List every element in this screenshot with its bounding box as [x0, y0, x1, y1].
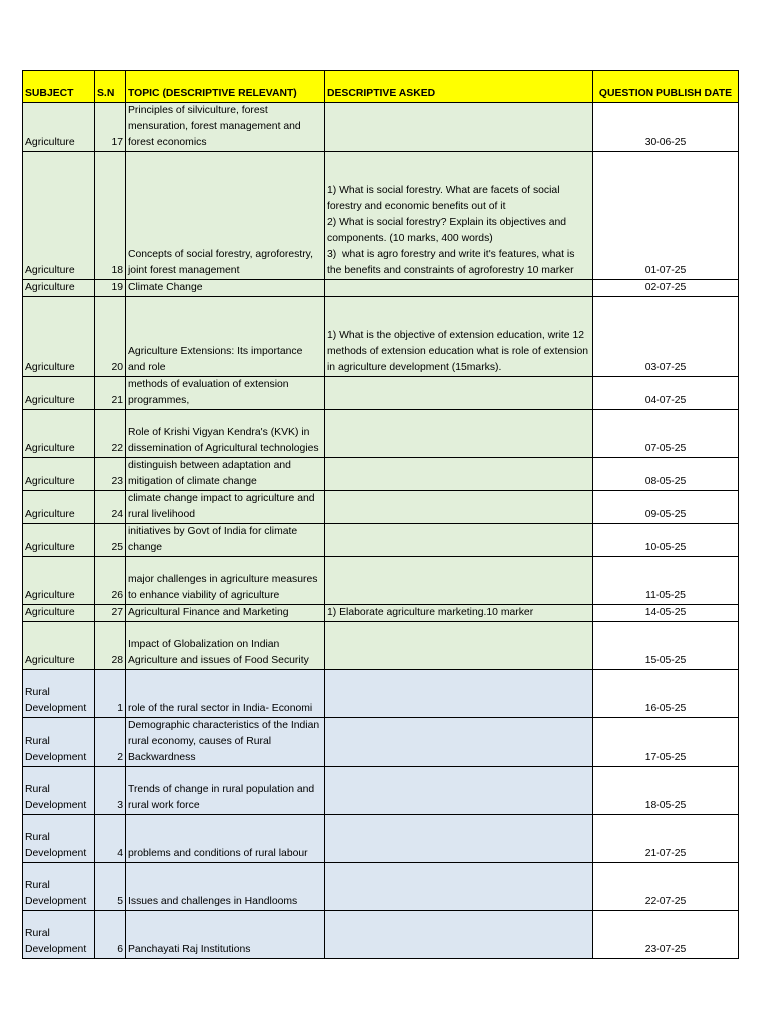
table-row [23, 458, 739, 491]
cell-subject[interactable]: Agriculture [23, 557, 95, 605]
cell-sn[interactable]: 5 [95, 863, 126, 911]
cell-subject[interactable]: Agriculture [23, 524, 95, 557]
cell-publish-date[interactable]: 18-05-25 [593, 767, 739, 815]
cell-sn[interactable]: 24 [95, 491, 126, 524]
cell-topic[interactable]: methods of evaluation of extension programmes, [126, 377, 325, 410]
cell-descriptive-asked[interactable] [325, 524, 593, 557]
schedule-table [22, 70, 739, 959]
cell-publish-date[interactable]: 11-05-25 [593, 557, 739, 605]
cell-topic[interactable]: Role of Krishi Vigyan Kendra's (KVK) in dissemination of Agricultural technologies [126, 410, 325, 458]
table-row [23, 152, 739, 280]
cell-publish-date[interactable]: 08-05-25 [593, 458, 739, 491]
table-row [23, 815, 739, 863]
cell-publish-date[interactable]: 17-05-25 [593, 718, 739, 767]
cell-subject[interactable]: Rural Development [23, 718, 95, 767]
cell-descriptive-asked[interactable] [325, 280, 593, 297]
cell-topic[interactable]: major challenges in agriculture measures to enhance viability of agriculture [126, 557, 325, 605]
cell-publish-date[interactable]: 15-05-25 [593, 622, 739, 670]
cell-topic[interactable]: problems and conditions of rural labour [126, 815, 325, 863]
cell-subject[interactable]: Agriculture [23, 152, 95, 280]
cell-sn[interactable]: 21 [95, 377, 126, 410]
header-descriptive-asked[interactable]: DESCRIPTIVE ASKED [325, 71, 593, 103]
table-row [23, 670, 739, 718]
header-topic[interactable]: TOPIC (DESCRIPTIVE RELEVANT) [126, 71, 325, 103]
cell-topic[interactable]: Agriculture Extensions: Its importance and role [126, 297, 325, 377]
table-row [23, 557, 739, 605]
cell-topic[interactable]: Trends of change in rural population and rural work force [126, 767, 325, 815]
cell-subject[interactable]: Rural Development [23, 911, 95, 959]
table-row [23, 524, 739, 557]
cell-descriptive-asked[interactable] [325, 767, 593, 815]
cell-descriptive-asked[interactable] [325, 911, 593, 959]
table-row [23, 911, 739, 959]
cell-topic[interactable]: initiatives by Govt of India for climate change [126, 524, 325, 557]
cell-publish-date[interactable]: 22-07-25 [593, 863, 739, 911]
cell-descriptive-asked[interactable] [325, 557, 593, 605]
cell-publish-date[interactable]: 10-05-25 [593, 524, 739, 557]
table-row [23, 718, 739, 767]
cell-topic[interactable]: climate change impact to agriculture and rural livelihood [126, 491, 325, 524]
cell-sn[interactable]: 27 [95, 605, 126, 622]
table-body [23, 103, 739, 959]
cell-sn[interactable]: 4 [95, 815, 126, 863]
cell-descriptive-asked[interactable]: 1) What is the objective of extension education, write 12 methods of extension education what is role of extension in agriculture development (15marks). [325, 297, 593, 377]
cell-subject[interactable]: Agriculture [23, 103, 95, 152]
cell-topic[interactable]: Principles of silviculture, forest mensuration, forest management and forest economics [126, 103, 325, 152]
cell-publish-date[interactable]: 23-07-25 [593, 911, 739, 959]
table-row [23, 491, 739, 524]
cell-descriptive-asked[interactable] [325, 622, 593, 670]
cell-subject[interactable]: Rural Development [23, 863, 95, 911]
cell-subject[interactable]: Agriculture [23, 410, 95, 458]
header-row [23, 71, 739, 103]
table-row [23, 863, 739, 911]
cell-descriptive-asked[interactable]: 1) What is social forestry. What are facets of social forestry and economic benefits out of it 2) What is social forestry? Explain its objectives and components. (10 marks, 400 words) 3) what is agro forestry and write it's features, what is the benefits and constraints of agroforestry 10 marker [325, 152, 593, 280]
cell-sn[interactable]: 20 [95, 297, 126, 377]
header-subject[interactable]: SUBJECT [23, 71, 95, 103]
cell-topic[interactable]: Impact of Globalization on Indian Agriculture and issues of Food Security [126, 622, 325, 670]
cell-subject[interactable]: Agriculture [23, 280, 95, 297]
cell-topic[interactable]: distinguish between adaptation and mitigation of climate change [126, 458, 325, 491]
cell-sn[interactable]: 26 [95, 557, 126, 605]
cell-subject[interactable]: Rural Development [23, 815, 95, 863]
cell-publish-date[interactable]: 14-05-25 [593, 605, 739, 622]
cell-descriptive-asked[interactable] [325, 491, 593, 524]
cell-topic[interactable]: Issues and challenges in Handlooms [126, 863, 325, 911]
cell-publish-date[interactable]: 30-06-25 [593, 103, 739, 152]
cell-descriptive-asked[interactable] [325, 458, 593, 491]
cell-publish-date[interactable]: 04-07-25 [593, 377, 739, 410]
cell-sn[interactable]: 23 [95, 458, 126, 491]
cell-topic[interactable]: Agricultural Finance and Marketing [126, 605, 325, 622]
header-publish-date[interactable]: QUESTION PUBLISH DATE [593, 71, 739, 103]
cell-publish-date[interactable]: 07-05-25 [593, 410, 739, 458]
cell-subject[interactable]: Rural Development [23, 767, 95, 815]
cell-sn[interactable]: 2 [95, 718, 126, 767]
cell-publish-date[interactable]: 09-05-25 [593, 491, 739, 524]
cell-subject[interactable]: Agriculture [23, 491, 95, 524]
cell-descriptive-asked[interactable]: 1) Elaborate agriculture marketing.10 marker [325, 605, 593, 622]
cell-publish-date[interactable]: 01-07-25 [593, 152, 739, 280]
cell-publish-date[interactable]: 02-07-25 [593, 280, 739, 297]
cell-topic[interactable]: role of the rural sector in India- Economi [126, 670, 325, 718]
cell-subject[interactable]: Agriculture [23, 605, 95, 622]
table-row [23, 103, 739, 152]
cell-subject[interactable]: Agriculture [23, 377, 95, 410]
cell-subject[interactable]: Agriculture [23, 458, 95, 491]
table-row [23, 297, 739, 377]
table-row [23, 767, 739, 815]
cell-publish-date[interactable]: 16-05-25 [593, 670, 739, 718]
cell-subject[interactable]: Rural Development [23, 670, 95, 718]
cell-descriptive-asked[interactable] [325, 718, 593, 767]
cell-subject[interactable]: Agriculture [23, 297, 95, 377]
cell-sn[interactable]: 3 [95, 767, 126, 815]
cell-subject[interactable]: Agriculture [23, 622, 95, 670]
cell-sn[interactable]: 25 [95, 524, 126, 557]
cell-descriptive-asked[interactable] [325, 410, 593, 458]
cell-descriptive-asked[interactable] [325, 815, 593, 863]
cell-sn[interactable]: 1 [95, 670, 126, 718]
cell-descriptive-asked[interactable] [325, 670, 593, 718]
cell-topic[interactable]: Panchayati Raj Institutions [126, 911, 325, 959]
cell-topic[interactable]: Demographic characteristics of the Indian rural economy, causes of Rural Backwardness [126, 718, 325, 767]
table-row [23, 280, 739, 297]
cell-sn[interactable]: 17 [95, 103, 126, 152]
table-row [23, 410, 739, 458]
cell-sn[interactable]: 28 [95, 622, 126, 670]
header-sn[interactable]: S.N [95, 71, 126, 103]
table-row [23, 622, 739, 670]
cell-publish-date[interactable]: 21-07-25 [593, 815, 739, 863]
cell-sn[interactable]: 6 [95, 911, 126, 959]
cell-descriptive-asked[interactable] [325, 377, 593, 410]
cell-sn[interactable]: 22 [95, 410, 126, 458]
cell-sn[interactable]: 19 [95, 280, 126, 297]
table-row [23, 605, 739, 622]
cell-descriptive-asked[interactable] [325, 863, 593, 911]
cell-sn[interactable]: 18 [95, 152, 126, 280]
cell-descriptive-asked[interactable] [325, 103, 593, 152]
cell-topic[interactable]: Concepts of social forestry, agroforestry, joint forest management [126, 152, 325, 280]
cell-topic[interactable]: Climate Change [126, 280, 325, 297]
cell-publish-date[interactable]: 03-07-25 [593, 297, 739, 377]
table-row [23, 377, 739, 410]
